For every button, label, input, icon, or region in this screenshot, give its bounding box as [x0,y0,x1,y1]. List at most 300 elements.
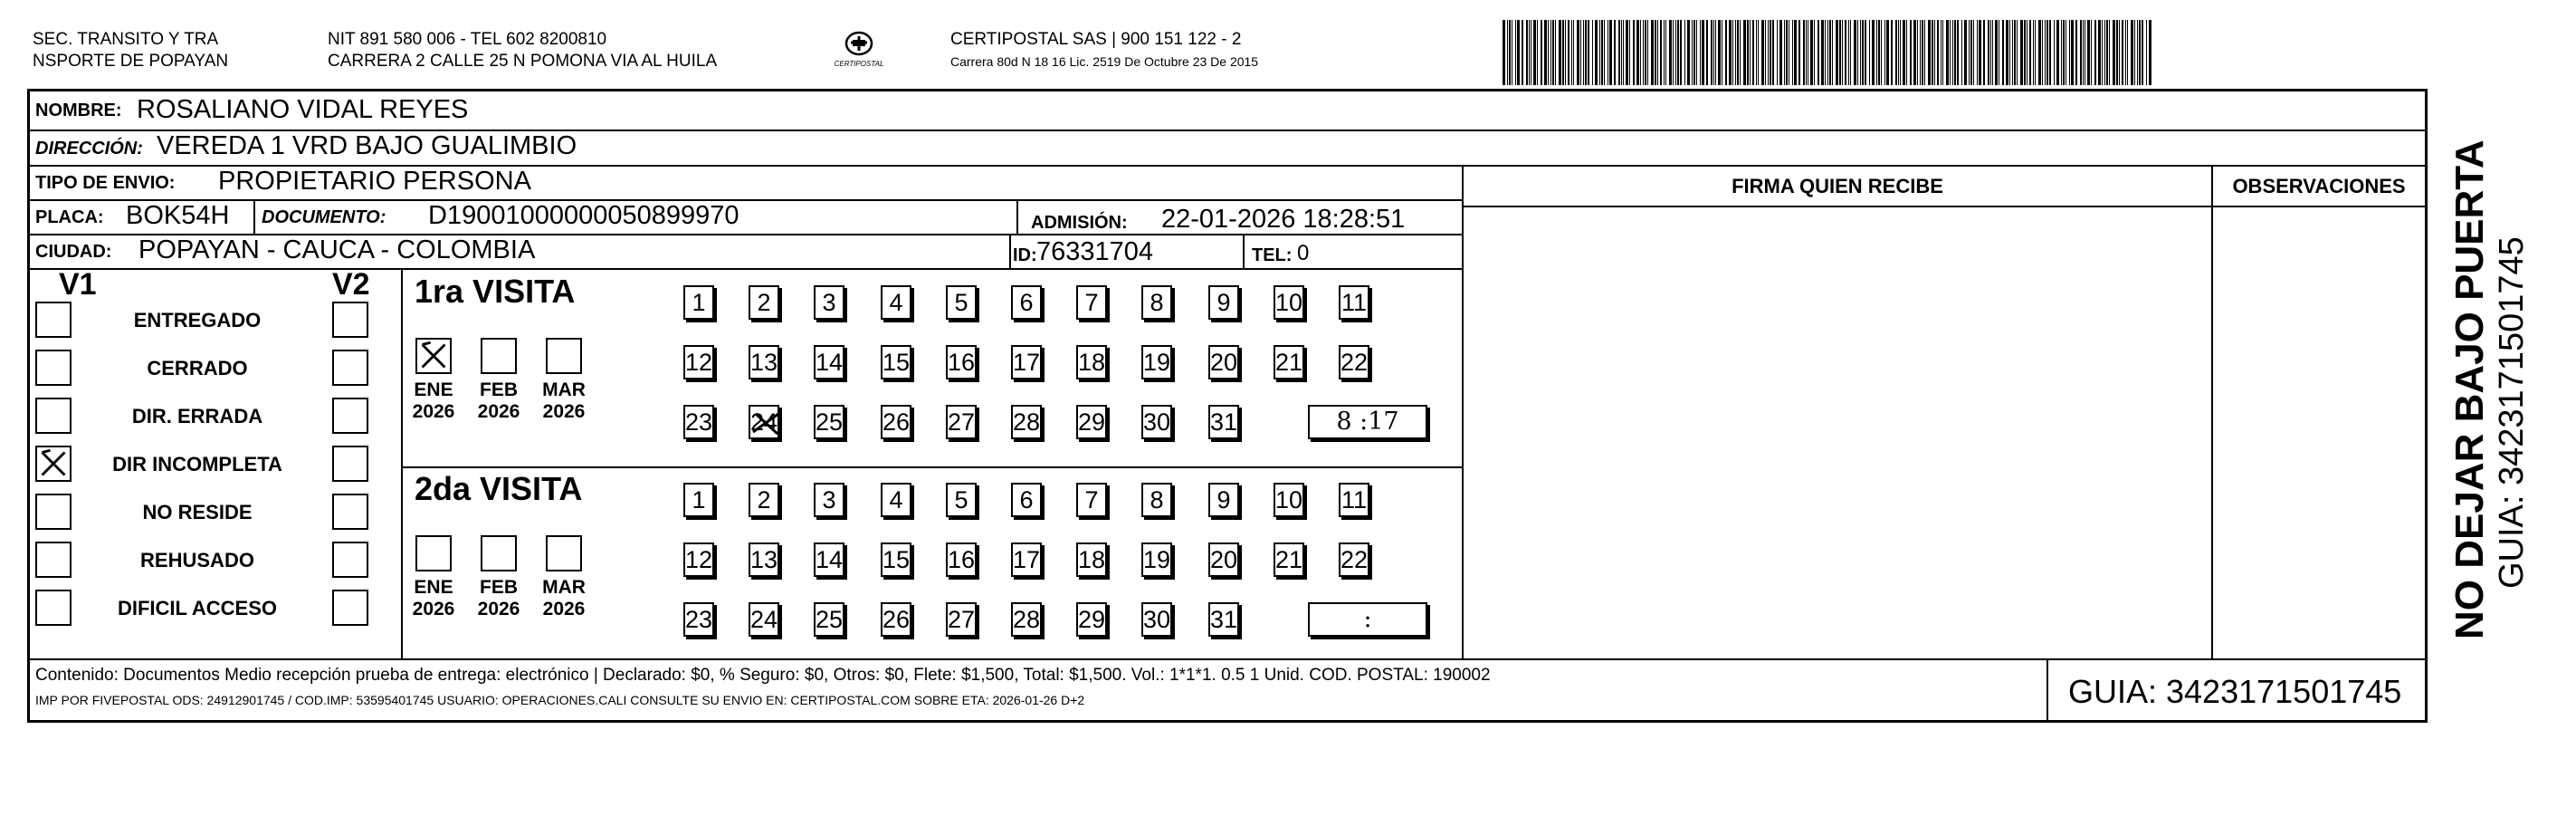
barcode-bar [1700,20,1701,85]
barcode-bar [1937,20,1939,85]
barcode-bar [2137,20,2138,85]
barcode-bar [1585,20,1587,85]
barcode-bar [1829,20,1831,85]
tipo-envio-label: TIPO DE ENVIO: [35,173,176,193]
month-name: ENE [414,379,453,400]
month-checkbox[interactable] [546,338,582,374]
barcode-bar [1995,20,1998,85]
barcode-bar [2054,20,2055,85]
month-name: FEB [480,379,518,400]
barcode-bar [2063,20,2065,85]
day-box[interactable]: 7 [1076,483,1107,517]
barcode-bar [1964,20,1967,85]
day-box[interactable]: 31 [1208,602,1239,637]
barcode-bar [1711,20,1713,85]
day-cross-mark-icon [750,407,781,439]
barcode-bar [1903,20,1905,85]
v1-checkbox[interactable] [35,590,72,626]
month-checkbox[interactable] [415,338,452,374]
barcode-bar [1794,20,1797,85]
id-label: ID: [1013,245,1037,265]
month-name: MAR [542,577,586,598]
day-box[interactable]: 15 [881,542,911,577]
barcode-bar [1818,20,1819,85]
company-line: CERTIPOSTAL SAS | 900 151 122 - 2 [950,30,1242,49]
day-box[interactable]: 3 [814,483,844,517]
barcode-bar [1651,20,1654,85]
barcode-bar [1758,20,1759,85]
logo-text: CERTIPOSTAL [834,60,884,68]
tel-value: 0 [1297,241,1310,265]
month-label [405,379,462,423]
day-box[interactable]: 26 [881,405,911,439]
barcode-bar [1693,20,1695,85]
day-box[interactable]: 19 [1141,542,1172,577]
barcode-bar [1924,20,1925,85]
day-box[interactable]: 14 [814,542,844,577]
day-box[interactable]: 6 [1011,483,1042,517]
barcode-bar [1770,20,1771,85]
barcode-bar [1562,20,1564,85]
barcode-bar [1526,20,1528,85]
barcode-bar [2012,20,2013,85]
address-line: CARRERA 2 CALLE 25 N POMONA VIA AL HUILA [328,52,718,71]
barcode-bar [2061,20,2062,85]
barcode-bar [1588,20,1589,85]
barcode-bar [1932,20,1933,85]
day-box[interactable]: 25 [814,602,844,637]
agency-name-line2: NSPORTE DE POPAYAN [33,52,229,71]
nit-line: NIT 891 580 006 - TEL 602 8200810 [328,30,607,49]
barcode-bar [1571,20,1572,85]
barcode-bar [1552,20,1554,85]
visit-title: 1ra VISITA [415,273,576,310]
barcode-bar [1737,20,1739,85]
barcode [1503,20,2154,85]
barcode-bar [1604,20,1605,85]
barcode-bar [1917,20,1918,85]
barcode-bar [1922,20,1923,85]
barcode-bar [2139,20,2141,85]
barcode-bar [1580,20,1581,85]
barcode-bar [2042,20,2043,85]
day-box[interactable]: 17 [1011,345,1042,379]
day-box[interactable]: 8 [1141,285,1172,320]
barcode-bar [2146,20,2147,85]
barcode-bar [1732,20,1733,85]
day-box[interactable]: 17 [1011,542,1042,577]
barcode-bar [1673,20,1674,85]
barcode-bar [1990,20,1991,85]
barcode-bar [1522,20,1523,85]
barcode-bar [1507,20,1508,85]
barcode-bar [1957,20,1959,85]
v2-header: V2 [332,267,370,302]
admision-value: 22-01-2026 18:28:51 [1161,205,1406,234]
barcode-bar [1884,20,1885,85]
barcode-bar [1629,20,1630,85]
barcode-bar [1756,20,1757,85]
barcode-bar [2056,20,2059,85]
barcode-bar [1577,20,1579,85]
check-mark-icon [38,448,69,479]
month-year: 2026 [477,401,520,422]
month-label [405,577,462,620]
day-box[interactable]: 1 [683,483,714,517]
side-notice [2447,132,2556,639]
barcode-bar [1573,20,1574,85]
day-box[interactable]: 20 [1208,542,1239,577]
day-box[interactable]: 2 [749,285,779,320]
barcode-bar [1814,20,1815,85]
barcode-bar [1979,20,1981,85]
barcode-bar [1876,20,1877,85]
day-box[interactable]: 29 [1076,602,1107,637]
barcode-bar [1761,20,1764,85]
month-checkbox[interactable] [546,535,582,571]
admision-label: ADMISIÓN: [1031,213,1128,233]
barcode-bar [2094,20,2096,85]
barcode-bar [1680,20,1682,85]
day-box[interactable]: 14 [814,345,844,379]
barcode-bar [1952,20,1953,85]
day-box[interactable]: 30 [1141,602,1172,637]
barcode-bar [2119,20,2120,85]
day-box[interactable]: 2 [749,483,779,517]
month-checkbox[interactable] [415,535,452,571]
barcode-bar [1988,20,1989,85]
barcode-bar [1665,20,1666,85]
barcode-bar [1950,20,1951,85]
barcode-bar [1895,20,1897,85]
barcode-bar [1854,20,1856,85]
barcode-bar [1747,20,1749,85]
barcode-bar [1735,20,1736,85]
barcode-bar [1898,20,1899,85]
barcode-bar [1517,20,1520,85]
barcode-bar [1537,20,1538,85]
day-box[interactable]: 16 [946,345,977,379]
day-box[interactable]: 5 [946,285,977,320]
day-box[interactable]: 25 [814,405,844,439]
v1-checkbox[interactable] [35,302,72,338]
barcode-bar [2038,20,2041,85]
barcode-bar [1825,20,1826,85]
barcode-bar [1765,20,1766,85]
barcode-bar [1509,20,1511,85]
day-box[interactable]: 23 [683,602,714,637]
month-checkbox[interactable] [481,338,517,374]
barcode-bar [1713,20,1714,85]
barcode-bar [1696,20,1697,85]
day-box[interactable]: 10 [1274,285,1304,320]
day-box[interactable]: 13 [749,345,779,379]
barcode-bar [1842,20,1843,85]
month-year: 2026 [477,599,520,619]
month-label [536,577,592,620]
day-box[interactable]: 20 [1208,345,1239,379]
barcode-bar [2131,20,2133,85]
barcode-bar [2127,20,2128,85]
day-box[interactable]: 5 [946,483,977,517]
barcode-bar [1623,20,1624,85]
barcode-bar [1821,20,1824,85]
status-label: DIR. ERRADA [131,405,263,427]
day-box[interactable]: 3 [814,285,844,320]
day-box[interactable]: 7 [1076,285,1107,320]
barcode-bar [2102,20,2103,85]
barcode-bar [1533,20,1536,85]
barcode-bar [1934,20,1935,85]
barcode-bar [1609,20,1612,85]
day-box[interactable]: 21 [1274,345,1304,379]
barcode-bar [1750,20,1751,85]
v1-checkbox[interactable] [35,494,72,530]
day-box[interactable]: 19 [1141,345,1172,379]
barcode-bar [2122,20,2123,85]
day-box[interactable]: 27 [946,602,977,637]
observaciones-header: OBSERVACIONES [2232,175,2406,197]
day-box[interactable]: 13 [749,542,779,577]
day-box[interactable]: 9 [1208,285,1239,320]
barcode-bar [1626,20,1628,85]
barcode-bar [1969,20,1970,85]
barcode-bar [1752,20,1754,85]
barcode-bar [1565,20,1566,85]
imp-line: IMP POR FIVEPOSTAL ODS: 24912901745 / COD.IMP: 53595401745 USUARIO: OPERACIONES.CALI CONSULTE SU ENVIO EN: CERTIPOSTAL.COM SOBRE ETA: 2026-01-26 D+2 [35,693,1085,707]
day-box[interactable]: 11 [1339,483,1369,517]
barcode-bar [1550,20,1551,85]
status-label: DIFICIL ACCESO [117,597,277,619]
month-year: 2026 [412,599,455,619]
day-box[interactable]: 28 [1011,602,1042,637]
barcode-bar [1865,20,1866,85]
v2-checkbox[interactable] [332,398,368,434]
day-box[interactable]: 4 [881,483,911,517]
barcode-bar [1640,20,1641,85]
day-box[interactable]: 24 [749,602,779,637]
barcode-bar [1647,20,1648,85]
month-year: 2026 [412,401,455,422]
delivery-form [27,89,2428,723]
barcode-bar [2017,20,2018,85]
month-checkbox[interactable] [481,535,517,571]
barcode-bar [1621,20,1622,85]
barcode-bar [1772,20,1774,85]
day-box[interactable]: 18 [1076,345,1107,379]
barcode-bar [1740,20,1741,85]
month-label [471,379,527,423]
barcode-bar [1970,20,1972,85]
barcode-bar [2125,20,2126,85]
barcode-bar [2087,20,2090,85]
barcode-bar [2006,20,2008,85]
barcode-bar [2033,20,2034,85]
barcode-bar [1664,20,1665,85]
side-guia: GUIA: 3423171501745 [2493,236,2531,589]
day-box[interactable]: 1 [683,285,714,320]
barcode-bar [2142,20,2143,85]
day-box[interactable]: 24 [749,405,779,439]
barcode-bar [2071,20,2074,85]
barcode-bar [1946,20,1949,85]
v1-checkbox[interactable] [35,446,72,482]
v2-checkbox[interactable] [332,494,368,530]
month-name: ENE [414,577,453,598]
barcode-bar [1792,20,1793,85]
barcode-bar [1869,20,1870,85]
barcode-bar [1836,20,1838,85]
status-label: REHUSADO [140,549,254,571]
barcode-bar [1954,20,1956,85]
barcode-bar [1503,20,1505,85]
barcode-bar [1555,20,1556,85]
month-label [536,379,592,423]
barcode-bar [1845,20,1846,85]
day-box[interactable]: 21 [1274,542,1304,577]
day-box[interactable]: 22 [1339,542,1369,577]
barcode-bar [2069,20,2070,85]
barcode-bar [1595,20,1598,85]
barcode-bar [1529,20,1530,85]
day-box[interactable]: 27 [946,405,977,439]
barcode-bar [1684,20,1685,85]
barcode-bar [1718,20,1721,85]
v2-checkbox[interactable] [332,446,368,482]
barcode-bar [2046,20,2048,85]
v2-checkbox[interactable] [332,590,368,626]
v2-checkbox[interactable] [332,302,368,338]
barcode-bar [1655,20,1656,85]
no-dejar-bajo-puerta: NO DEJAR BAJO PUERTA [2447,139,2492,639]
v2-checkbox[interactable] [332,350,368,386]
day-box[interactable]: 23 [683,405,714,439]
ciudad-label: CIUDAD: [35,242,112,262]
barcode-bar [1583,20,1584,85]
barcode-bar [2134,20,2135,85]
barcode-bar [1848,20,1849,85]
barcode-bar [2091,20,2092,85]
barcode-bar [1592,20,1593,85]
barcode-bar [1827,20,1828,85]
barcode-bar [1544,20,1547,85]
barcode-bar [1614,20,1616,85]
barcode-bar [1900,20,1901,85]
barcode-bar [2106,20,2108,85]
barcode-bar [1599,20,1600,85]
day-box[interactable]: 15 [881,345,911,379]
barcode-bar [1977,20,1978,85]
v2-checkbox[interactable] [332,542,368,578]
barcode-bar [1559,20,1561,85]
barcode-bar [1706,20,1708,85]
day-box[interactable]: 11 [1339,285,1369,320]
day-box[interactable]: 12 [683,542,714,577]
month-year: 2026 [542,401,586,422]
documento-label: DOCUMENTO: [262,207,386,227]
day-box[interactable]: 9 [1208,483,1239,517]
barcode-bar [1806,20,1807,85]
barcode-bar [1872,20,1875,85]
barcode-bar [2083,20,2084,85]
day-box[interactable]: 16 [946,542,977,577]
barcode-bar [2002,20,2004,85]
day-box[interactable]: 28 [1011,405,1042,439]
barcode-bar [1643,20,1644,85]
day-box[interactable]: 4 [881,285,911,320]
barcode-bar [2075,20,2077,85]
day-box[interactable]: 18 [1076,542,1107,577]
day-box[interactable]: 8 [1141,483,1172,517]
time-box[interactable]: 8 :17 [1308,405,1427,439]
firma-header: FIRMA QUIEN RECIBE [1732,175,1943,197]
license-line: Carrera 80d N 18 16 Lic. 2519 De Octubre 23 De 2015 [950,54,1259,69]
barcode-bar [1810,20,1813,85]
barcode-bar [1725,20,1727,85]
barcode-bar [1862,20,1864,85]
barcode-bar [2009,20,2010,85]
barcode-bar [2149,20,2151,85]
day-box[interactable]: 6 [1011,285,1042,320]
barcode-bar [1669,20,1672,85]
day-box[interactable]: 10 [1274,483,1304,517]
barcode-bar [2080,20,2082,85]
direccion-value: VEREDA 1 VRD BAJO GUALIMBIO [157,131,577,160]
visit-title: 2da VISITA [415,470,583,507]
barcode-bar [1660,20,1662,85]
barcode-bar [1891,20,1893,85]
barcode-bar [1633,20,1635,85]
barcode-bar [2113,20,2115,85]
barcode-bar [2104,20,2105,85]
barcode-bar [2029,20,2031,85]
guia-box: GUIA: 3423171501745 [2068,673,2402,710]
barcode-bar [1692,20,1693,85]
v1-checkbox[interactable] [35,542,72,578]
day-box[interactable]: 30 [1141,405,1172,439]
status-label: DIR INCOMPLETA [112,453,282,475]
time-box[interactable]: : [1308,602,1427,637]
barcode-bar [1729,20,1732,85]
month-name: MAR [542,379,586,400]
barcode-bar [1886,20,1889,85]
contenido-line: Contenido: Documentos Medio recepción prueba de entrega: electrónico | Declarado: $0, % Seguro: $0, Otros: $0, Flete: $1,500, Total: $1,500. Vol.: 1*1*1. 0.5 1 Unid. COD. POSTAL: 190002 [35,666,1491,685]
id-value: 76331704 [1036,237,1154,266]
barcode-bar [2020,20,2023,85]
placa-value: BOK54H [126,201,230,230]
barcode-bar [1857,20,1858,85]
direccion-label: DIRECCIÓN: [35,139,143,158]
day-box[interactable]: 22 [1339,345,1369,379]
day-box[interactable]: 12 [683,345,714,379]
barcode-bar [1906,20,1907,85]
barcode-bar [1878,20,1880,85]
barcode-bar [1803,20,1805,85]
day-box[interactable]: 31 [1208,405,1239,439]
barcode-bar [1636,20,1639,85]
v1-checkbox[interactable] [35,350,72,386]
barcode-bar [1942,20,1943,85]
day-box[interactable]: 29 [1076,405,1107,439]
agency-name-line1: SEC. TRANSITO Y TRA [33,30,219,49]
barcode-bar [1779,20,1782,85]
day-box[interactable]: 26 [881,602,911,637]
v1-checkbox[interactable] [35,398,72,434]
barcode-bar [2045,20,2046,85]
barcode-bar [1920,20,1921,85]
barcode-bar [1645,20,1646,85]
barcode-bar [1541,20,1542,85]
